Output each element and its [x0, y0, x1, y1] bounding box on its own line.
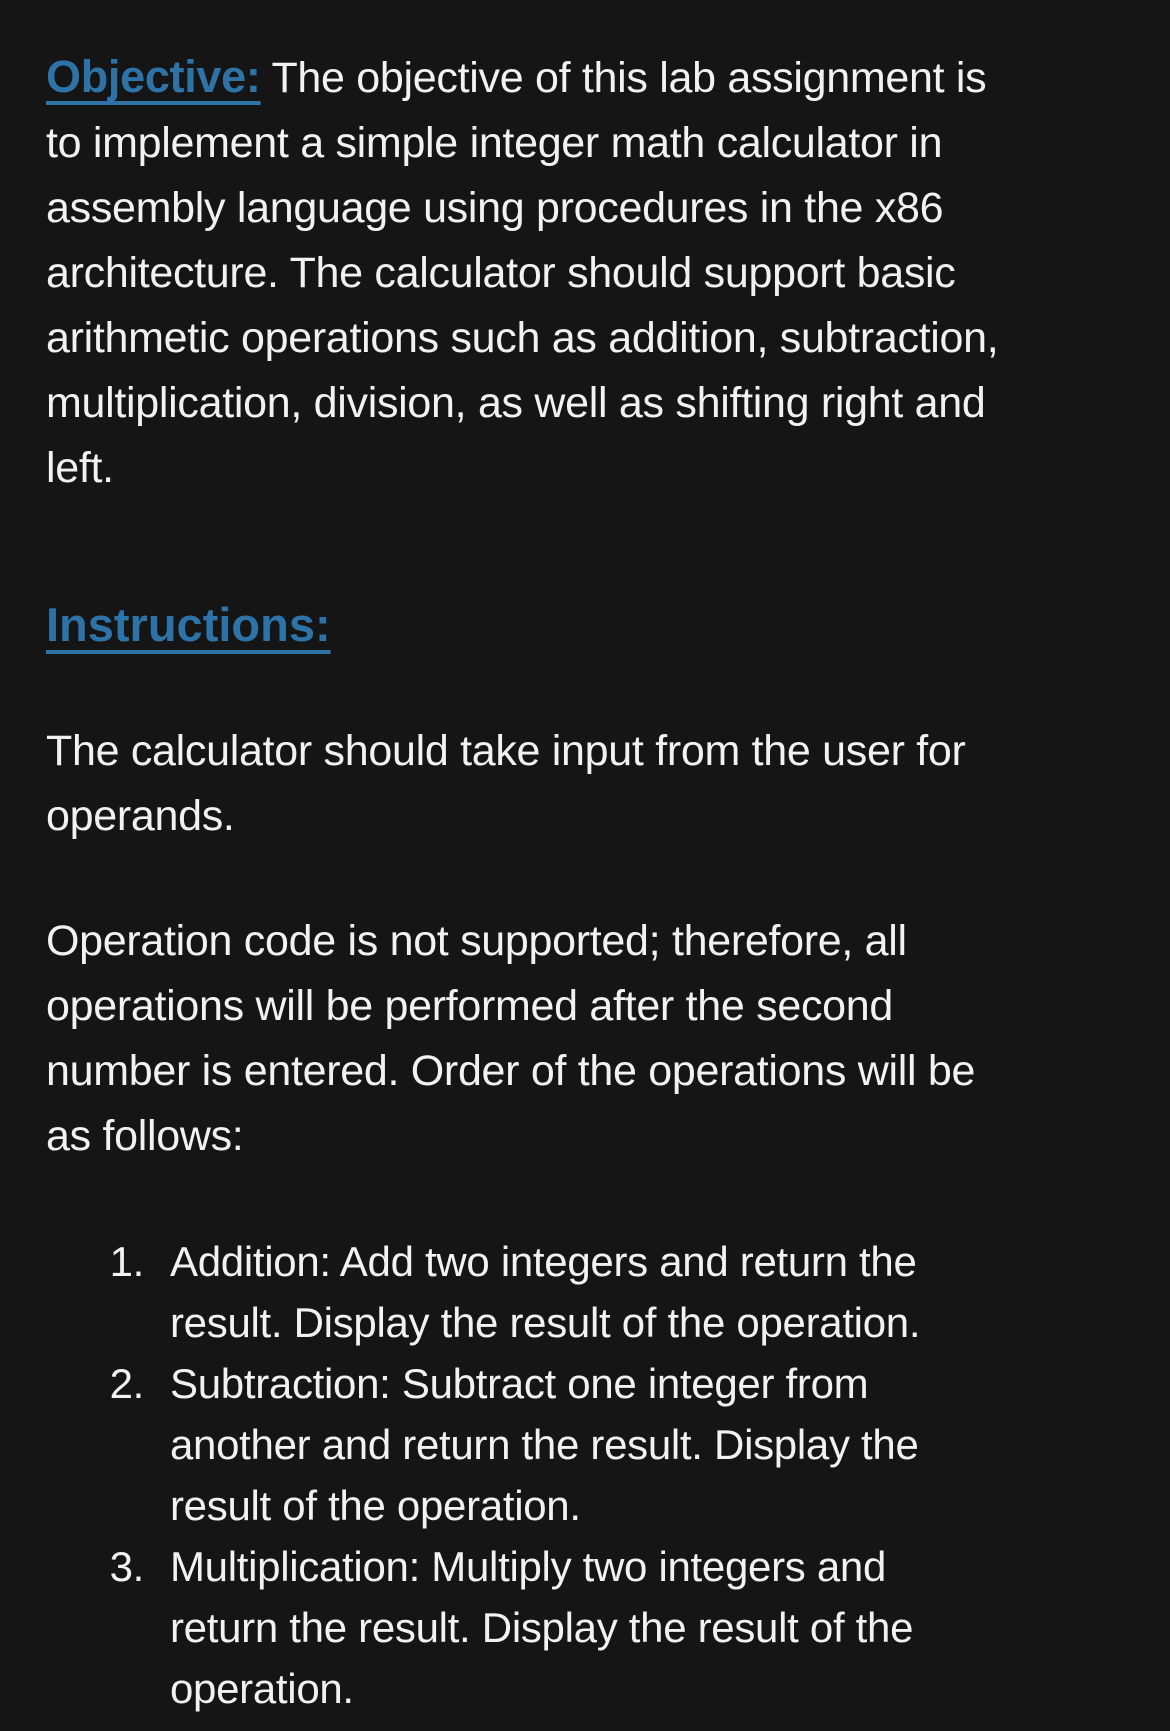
text-line: operands.: [46, 792, 235, 840]
text-line: assembly language using procedures in the x86: [46, 184, 944, 232]
text-line: another and return the result. Display the: [170, 1421, 919, 1468]
text-line: Multiplication: Multiply two integers and: [170, 1543, 887, 1590]
text-line: result of the operation.: [170, 1482, 581, 1529]
operation-order-paragraph: [46, 909, 1124, 1169]
text-line: result. Display the result of the operation.: [170, 1299, 921, 1346]
objective-text-start: The objective of this lab assignment is: [271, 54, 987, 102]
text-line: [46, 44, 1124, 111]
text-line: The calculator should take input from the user for: [46, 727, 966, 775]
list-item-text: [170, 1231, 1124, 1353]
list-item-text: [170, 1353, 1124, 1536]
text-line: operation.: [170, 1665, 354, 1712]
operations-ordered-list: [46, 1231, 1124, 1719]
list-item-number: 3.: [109, 1543, 144, 1590]
list-item: [46, 1231, 1124, 1353]
instructions-section-heading: [46, 591, 1124, 659]
text-line: number is entered. Order of the operations will be: [46, 1047, 976, 1095]
list-item-number: 1.: [109, 1238, 144, 1285]
text-line: operations will be performed after the second: [46, 982, 893, 1030]
list-item: [46, 1536, 1124, 1719]
list-item-text: [170, 1536, 1124, 1719]
text-line: architecture. The calculator should support basic: [46, 249, 956, 297]
text-line: Addition: Add two integers and return the: [170, 1238, 917, 1285]
text-line: multiplication, division, as well as shifting right and: [46, 379, 986, 427]
text-line: return the result. Display the result of the: [170, 1604, 914, 1651]
text-line: arithmetic operations such as addition, subtraction,: [46, 314, 999, 362]
text-line: Operation code is not supported; therefore, all: [46, 917, 907, 965]
objective-heading: Objective:: [46, 51, 261, 102]
text-line: to implement a simple integer math calculator in: [46, 119, 943, 167]
instructions-heading: Instructions:: [46, 598, 331, 651]
list-item: [46, 1353, 1124, 1536]
list-item-number: 2.: [109, 1360, 144, 1407]
text-line: Subtraction: Subtract one integer from: [170, 1360, 869, 1407]
objective-paragraph: [46, 44, 1124, 501]
text-line: as follows:: [46, 1112, 244, 1160]
operands-paragraph: [46, 719, 1124, 849]
text-line: left.: [46, 444, 114, 492]
